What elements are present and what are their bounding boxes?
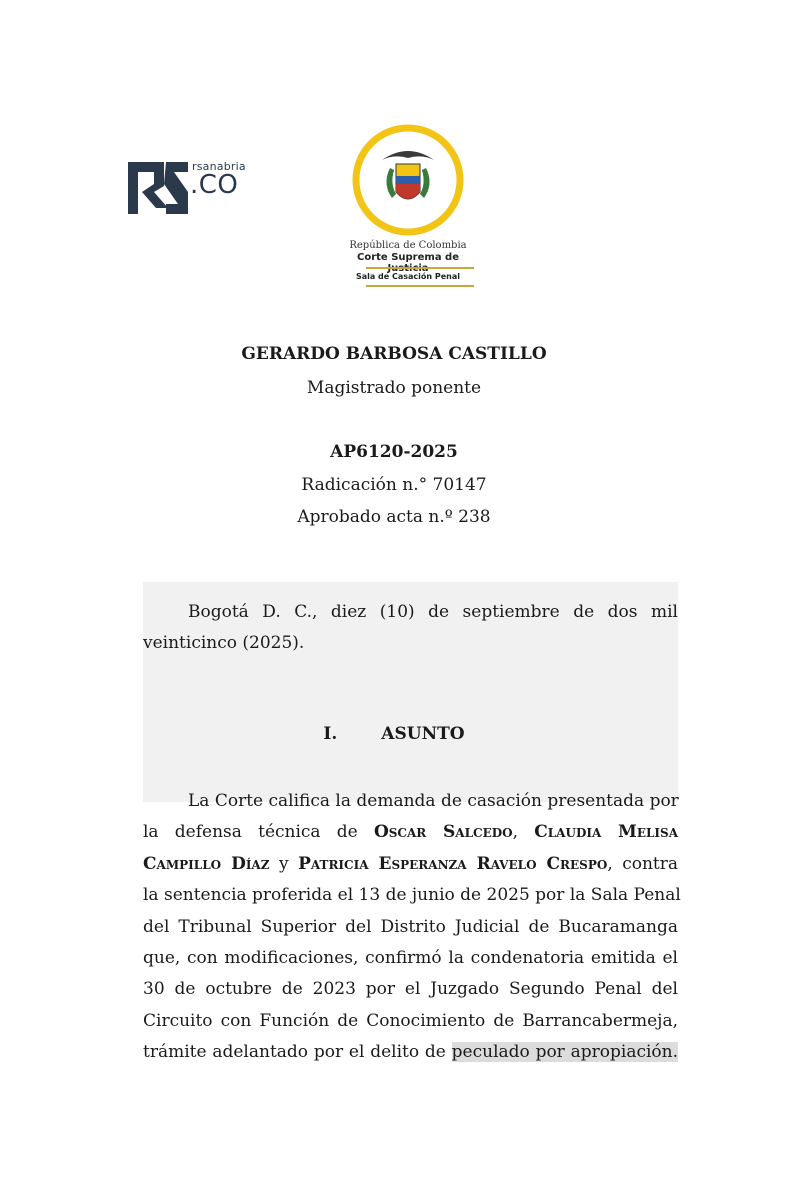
seal-divider: [366, 285, 474, 287]
body-line: La Corte califica la demanda de casación presentada por: [188, 791, 679, 811]
body-text: la defensa técnica de: [143, 822, 374, 843]
court-seal: [344, 124, 472, 294]
magistrate-name: GERARDO BARBOSA CASTILLO: [241, 344, 547, 364]
date-line: Bogotá D. C., diez (10) de septiembre de dos mil: [188, 602, 678, 622]
magistrate-role: Magistrado ponente: [306, 378, 482, 398]
body-text: , contra: [607, 853, 678, 874]
rsanabria-logo: [126, 158, 256, 218]
seal-chamber-text: Sala de Casación Penal: [355, 272, 461, 281]
seal-court-text: Corte Suprema de: [357, 252, 459, 263]
defendant-name: Oscar Salcedo: [373, 822, 513, 843]
section-title: ASUNTO: [381, 724, 465, 744]
body-line: Circuito con Función de Conocimiento de Barrancabermeja,: [143, 1010, 678, 1031]
seal-country-text: República de Colombia: [349, 240, 467, 251]
radicacion-number: Radicación n.° 70147: [301, 475, 487, 495]
date-line: veinticinco (2025).: [143, 633, 305, 654]
logo-domain-text: .CO: [190, 170, 239, 200]
highlighted-crime: peculado por apropiación.: [451, 1042, 678, 1063]
body-line: [143, 849, 678, 880]
logo-small-text: rsanabria: [192, 160, 246, 173]
body-line: que, con modificaciones, confirmó la condenatoria emitida el: [143, 948, 678, 969]
defendant-name: Campillo Díaz: [143, 853, 270, 874]
defendant-name: Claudia Melisa: [534, 822, 678, 843]
asunto-paragraph: [143, 786, 681, 1069]
section-number: I.: [323, 724, 338, 744]
section-heading: [0, 724, 788, 744]
body-text: trámite adelantado por el delito de: [143, 1042, 452, 1063]
coat-of-arms-icon: [352, 124, 464, 236]
acta-number: Aprobado acta n.º 238: [297, 507, 491, 527]
body-line: la sentencia proferida el 13 de junio de 2025 por la Sala Penal: [143, 885, 681, 906]
body-text: ,: [512, 822, 535, 843]
case-code: AP6120-2025: [330, 442, 458, 462]
seal-divider: [366, 267, 474, 269]
body-line: [143, 1037, 678, 1068]
body-line: del Tribunal Superior del Distrito Judicial de Bucaramanga: [143, 916, 678, 937]
body-text: y: [269, 853, 299, 874]
body-line: 30 de octubre de 2023 por el Juzgado Segundo Penal del: [143, 979, 678, 1000]
body-line: [143, 817, 678, 848]
rs-monogram-icon: [126, 158, 190, 218]
date-paragraph: [143, 597, 678, 660]
defendant-name: Patricia Esperanza Ravelo Crespo: [298, 853, 608, 874]
